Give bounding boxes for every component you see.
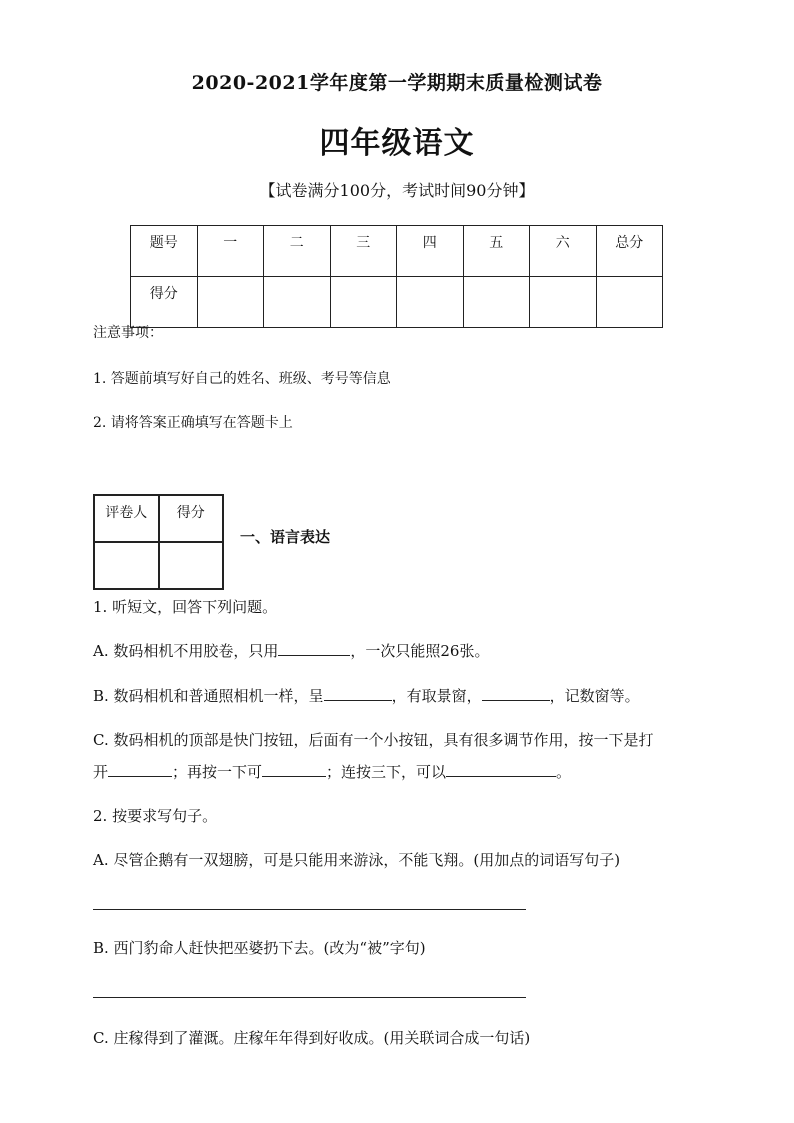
question-2-stem: 2. 按要求写句子。 (93, 807, 218, 825)
score-row-label: 得分 (131, 277, 198, 328)
grader-table-header-row (94, 495, 223, 542)
answer-blank[interactable] (482, 685, 550, 701)
question-text: A. 数码相机不用胶卷，只用 (93, 642, 279, 660)
grader-score-cell[interactable] (159, 542, 224, 589)
score-cell[interactable] (197, 277, 264, 328)
grader-score-label: 得分 (159, 495, 224, 542)
score-table-header-cell: 五 (463, 226, 530, 277)
notes-title: 注意事项： (93, 325, 163, 341)
question-1-stem: 1. 听短文，回答下列问题。 (93, 598, 278, 616)
exam-title: 2020-2021学年度第一学期期末质量检测试卷 (191, 72, 603, 94)
exam-info: 【试卷满分100分，考试时间90分钟】 (259, 181, 535, 200)
question-text: 。 (556, 763, 572, 781)
score-table-header-row (131, 226, 663, 277)
answer-blank[interactable] (108, 761, 172, 777)
grader-table-input-row (94, 542, 223, 589)
grader-label: 评卷人 (94, 495, 159, 542)
question-text: ；再按一下可 (172, 763, 263, 781)
note-item: 1. 答题前填写好自己的姓名、班级、考号等信息 (93, 371, 391, 387)
question-text: 开 (93, 763, 109, 781)
question-1-c-line2 (93, 761, 571, 782)
score-cell[interactable] (463, 277, 530, 328)
answer-blank[interactable] (446, 761, 556, 777)
grader-cell[interactable] (94, 542, 159, 589)
score-table-header-cell: 一 (197, 226, 264, 277)
score-table-score-row (131, 277, 663, 328)
answer-line[interactable] (93, 909, 526, 910)
question-2-a: A. 尽管企鹅有一双翅膀，可是只能用来游泳，不能飞翔。(用加点的词语写句子) (93, 851, 621, 869)
question-text: ，记数窗等。 (549, 687, 640, 705)
question-1-c-line1: C. 数码相机的顶部是快门按钮，后面有一个小按钮，具有很多调节作用，按一下是打 (93, 731, 654, 749)
subject-title: 四年级语文 (319, 126, 475, 161)
question-text: ，有取景窗， (391, 687, 482, 705)
question-text: ；连按三下，可以 (326, 763, 447, 781)
question-2-c: C. 庄稼得到了灌溉。庄稼年年得到好收成。(用关联词合成一句话) (93, 1029, 531, 1047)
note-item: 2. 请将答案正确填写在答题卡上 (93, 415, 293, 431)
score-cell[interactable] (264, 277, 331, 328)
answer-blank[interactable] (278, 640, 350, 656)
answer-blank[interactable] (324, 685, 392, 701)
score-table-header-cell: 四 (397, 226, 464, 277)
question-text: ，一次只能照26张。 (350, 642, 490, 660)
answer-blank[interactable] (262, 761, 326, 777)
score-cell[interactable] (330, 277, 397, 328)
score-table-header-cell: 总分 (596, 226, 663, 277)
score-table-header-cell: 三 (330, 226, 397, 277)
question-text: B. 数码相机和普通照相机一样，呈 (93, 687, 324, 705)
question-1-b (93, 685, 640, 706)
score-table (130, 225, 663, 328)
question-2-b: B. 西门豹命人赶快把巫婆扔下去。(改为“被”字句) (93, 939, 426, 957)
score-cell[interactable] (397, 277, 464, 328)
score-table-header-cell: 二 (264, 226, 331, 277)
score-cell[interactable] (596, 277, 663, 328)
section-heading: 一、语言表达 (240, 528, 331, 546)
score-cell[interactable] (530, 277, 597, 328)
answer-line[interactable] (93, 997, 526, 998)
question-1-a (93, 640, 489, 661)
score-table-header-cell: 题号 (131, 226, 198, 277)
score-table-header-cell: 六 (530, 226, 597, 277)
grader-table (93, 494, 224, 590)
